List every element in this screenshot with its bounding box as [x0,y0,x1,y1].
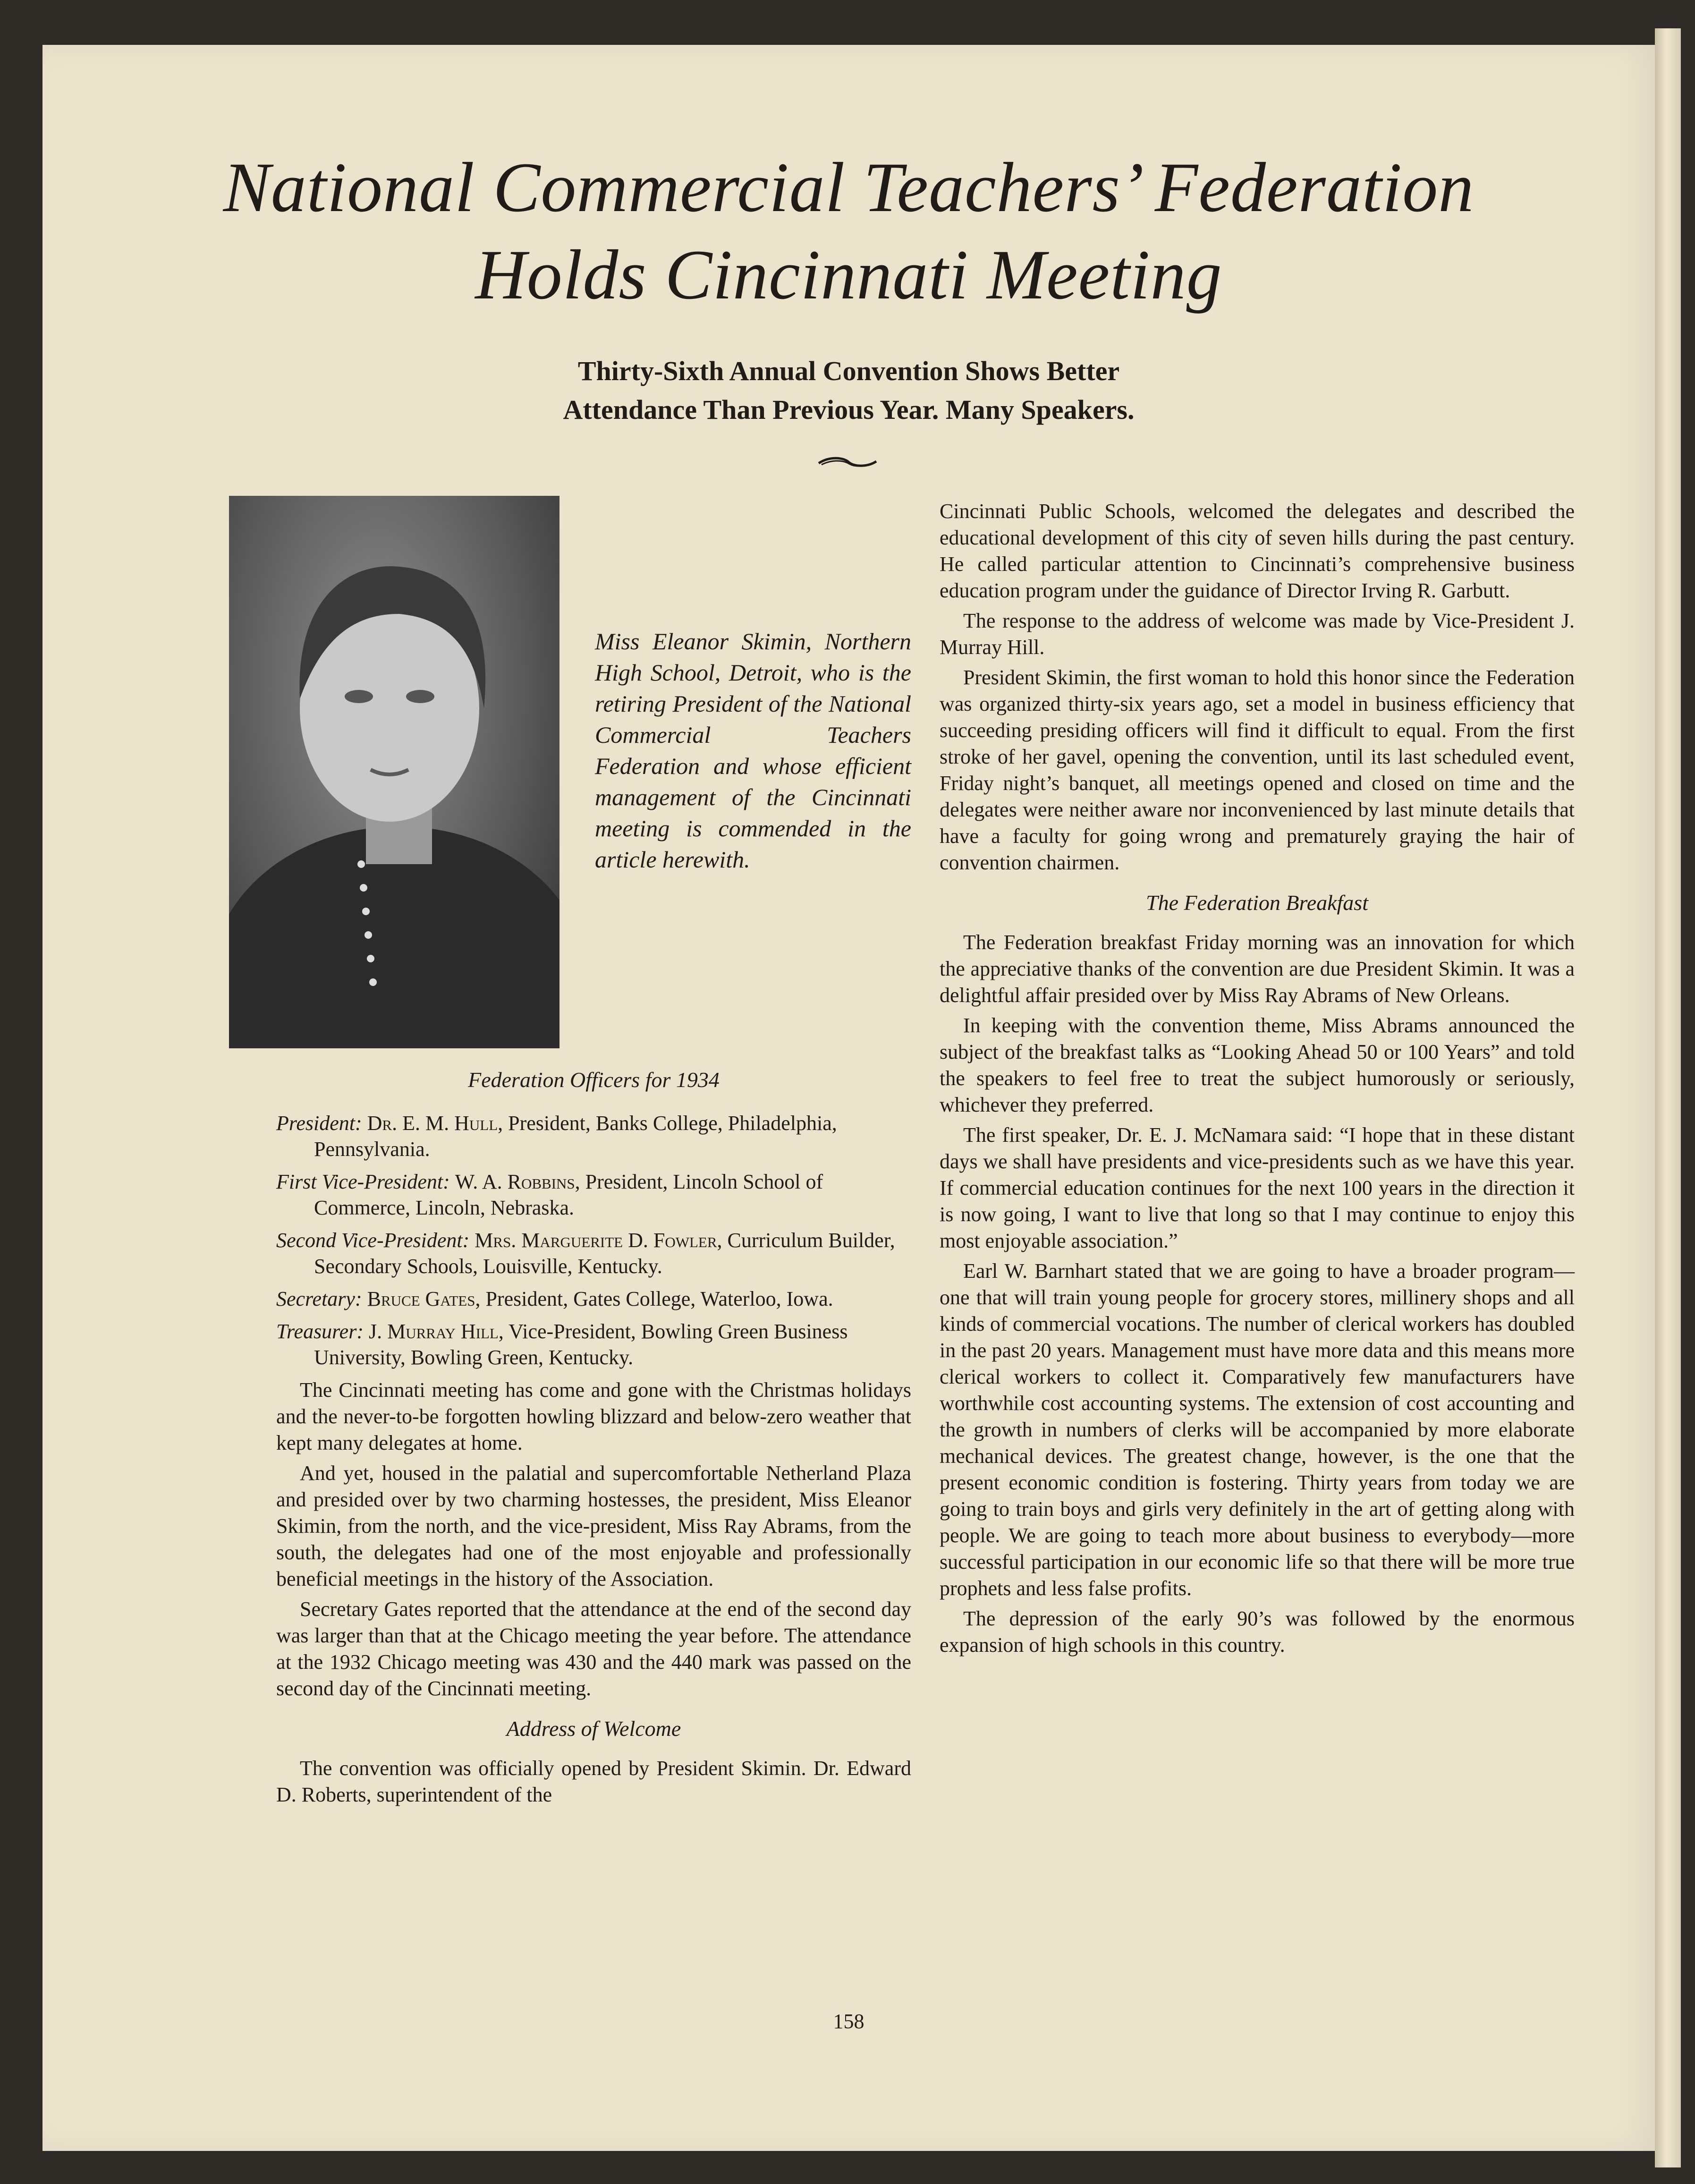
officer-name: Mrs. Marguerite D. Fowler, [475,1229,722,1252]
magazine-page [42,45,1655,2151]
body-paragraph: In keeping with the convention theme, Miss Abrams announced the subject of the breakfast talks as “Looking Ahead 50 or 100 Years” and told the speakers to feel free to treat the subject humorously or seriously, whichever they preferred. [940,1014,1575,1116]
officer-role: Secretary: [276,1287,362,1310]
officer-name: J. Murray Hill, [368,1320,504,1343]
officer-name: W. A. Robbins, [455,1170,580,1193]
article-subtitle [42,352,1655,429]
officer-name: Bruce Gates, [367,1287,481,1310]
section-heading-welcome: Address of Welcome [506,1717,681,1741]
officer-entry [276,1227,911,1279]
officer-role: President: [276,1112,362,1135]
officer-detail: President, Gates College, Waterloo, Iowa. [485,1287,833,1310]
body-paragraph: The Federation breakfast Friday morning was an innovation for which the appreciative thanks of the convention are due President Skimin. It was a delightful affair presided over by Miss Ray Abrams of New Orleans. [940,931,1575,1007]
officer-name: Dr. E. M. Hull, [367,1112,503,1135]
body-paragraph: And yet, housed in the palatial and supercomfortable Netherland Plaza and presided over by two charming hostesses, the president, Miss Eleanor Skimin, from the north, and the vice-president, Miss Ray Abrams, from the south, the delegates had one of the most enjoyable and professionally beneficial meetings in the history of the Association. [276,1462,911,1590]
body-paragraph: Earl W. Barnhart stated that we are going to have a broader program—one that will train young people for grocery stores, millinery shops and all kinds of commercial vocations. The number of clerical workers has doubled in the past 20 years. Management must have more data and this means more clerical workers to collect it. Comparatively few manufacturers have worthwhile cost accounting systems. The extension of cost accounting and the growth in numbers of clerks will be accompanied by more elaborate mechanical devices. The greatest change, however, is the one that the present economic condition is fostering. Thirty years from today we are going to train boys and girls very definitely in the art of getting along with people. We are going to teach more about business to everybody—more successful participation in our economic life so that there will be more true prophets and less false profits. [940,1259,1575,1600]
portrait-illustration [229,496,559,1048]
body-paragraph: The convention was officially opened by President Skimin. Dr. Edward D. Roberts, superintendent of the [276,1757,911,1806]
book-spine-edge [1655,28,1681,2167]
body-paragraph: President Skimin, the first woman to hold this honor since the Federation was organized thirty-six years ago, set a model in business efficiency that succeeding presiding officers will find it difficult to equal. From the first stroke of her gavel, opening the convention, until its last scheduled event, Friday night’s banquet, all meetings opened and closed on time and the delegates were neither aware nor inconvenienced by last minute details that have a faculty for going wrong and prematurely graying the hair of convention chairmen. [940,666,1575,874]
title-line-1: National Commercial Teachers’ Federation [223,148,1475,227]
officer-detail: Curriculum Builder, Secondary Schools, Louisville, Kentucky. [314,1229,895,1278]
officer-role: First Vice-President: [276,1170,450,1193]
officer-entry [276,1169,911,1221]
title-line-2: Holds Cincinnati Meeting [475,236,1222,314]
body-paragraph: The response to the address of welcome was made by Vice-President J. Murray Hill. [940,609,1575,659]
officer-role: Treasurer: [276,1320,364,1343]
section-heading-breakfast: The Federation Breakfast [1146,891,1368,915]
officer-detail: Vice-President, Bowling Green Business University, Bowling Green, Kentucky. [314,1320,848,1369]
article-title [42,144,1655,319]
body-paragraph: The Cincinnati meeting has come and gone with the Christmas holidays and the never-to-be forgotten howling blizzard and below-zero weather that kept many delegates at home. [276,1378,911,1454]
left-column [276,1067,911,1808]
officers-heading: Federation Officers for 1934 [468,1068,720,1092]
officer-detail: President, Banks College, Philadelphia, Pennsylvania. [314,1112,837,1161]
officer-entry [276,1318,911,1370]
right-column [940,498,1575,1658]
officer-role: Second Vice-President: [276,1229,470,1252]
officer-detail: President, Lincoln School of Commerce, Lincoln, Nebraska. [314,1170,823,1219]
body-paragraph: Cincinnati Public Schools, welcomed the delegates and described the educational development of this city of seven hills during the past century. He called particular attention to Cincinnati’s comprehensive business education program under the guidance of Director Irving R. Garbutt. [940,500,1575,602]
page-number: 158 [833,2010,864,2033]
body-paragraph: The first speaker, Dr. E. J. McNamara said: “I hope that in these distant days we shall have presidents and vice-presidents such as we have this year. If commercial education continues for the next 100 years in the direction it is now going, I want to live that long so that I may continue to enjoy this most enjoyable association.” [940,1123,1575,1252]
subtitle-line-2: Attendance Than Previous Year. Many Speakers. [563,394,1135,425]
officer-entry [276,1110,911,1162]
portrait-photo [229,496,559,1048]
photo-caption: Miss Eleanor Skimin, Northern High School, Detroit, who is the retiring President of the National Commercial Teachers Federation and whose efficient management of the Cincinnati meeting is commended in the article herewith. [595,628,911,873]
officer-entry [276,1286,911,1312]
subtitle-line-1: Thirty-Sixth Annual Convention Shows Better [577,356,1120,386]
body-paragraph: Secretary Gates reported that the attendance at the end of the second day was larger than that at the Chicago meeting the year before. The attendance at the 1932 Chicago meeting was 430 and the 440 mark was passed on the second day of the Cincinnati meeting. [276,1598,911,1700]
body-paragraph: The depression of the early 90’s was followed by the enormous expansion of high schools in this country. [940,1607,1575,1657]
ornament-divider-icon [817,456,878,470]
